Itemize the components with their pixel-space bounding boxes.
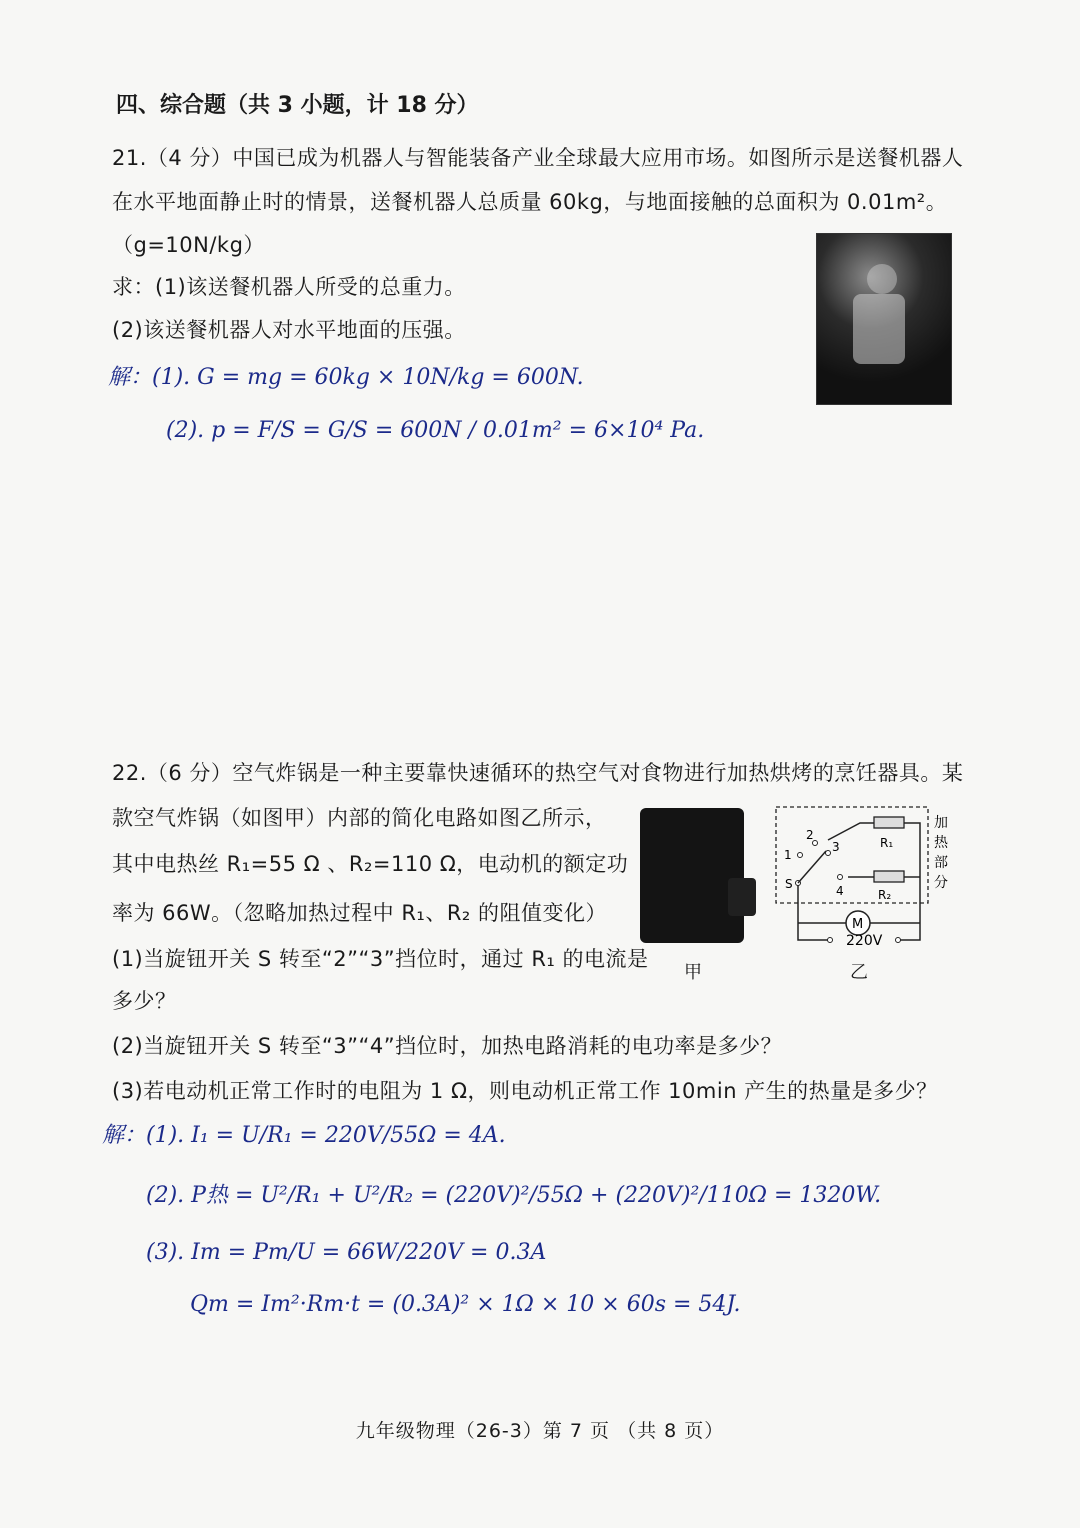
q21-ask-2: (2)该送餐机器人对水平地面的压强。 (112, 318, 466, 342)
q22-ask-1a: (1)当旋钮开关 S 转至“2”“3”挡位时，通过 R₁ 的电流是 (112, 947, 649, 971)
label-2: 2 (806, 828, 814, 842)
q22-answer-2: (2). P热 = U²/R₁ + U²/R₂ = (220V)²/55Ω + (220V)²/110Ω = 1320W. (146, 1183, 882, 1208)
resistor-r1 (874, 817, 904, 828)
supply-terminal-right (896, 938, 901, 943)
label-4: 4 (836, 884, 844, 898)
q22-answer-4: Qm = Im²·Rm·t = (0.3A)² × 1Ω × 10 × 60s = 54J. (190, 1292, 741, 1317)
air-fryer-handle (728, 878, 756, 916)
figure-b-caption: 乙 (850, 962, 868, 983)
wire-r1 (828, 823, 874, 840)
q22-ask-3: (3)若电动机正常工作时的电阻为 1 Ω，则电动机正常工作 10min 产生的热量是多少？ (112, 1079, 938, 1103)
contact-1 (798, 853, 803, 858)
q21-line-1: 21.（4 分）中国已成为机器人与智能装备产业全球最大应用市场。如图所示是送餐机器人 (112, 146, 964, 170)
q22-answer-1: 解：(1). I₁ = U/R₁ = 220V/55Ω = 4A. (102, 1123, 506, 1148)
q21-ask-1: 求：(1)该送餐机器人所受的总重力。 (112, 275, 466, 299)
label-3: 3 (832, 840, 840, 854)
q21-line-2: 在水平地面静止时的情景，送餐机器人总质量 60kg，与地面接触的总面积为 0.01m²。 (112, 190, 948, 214)
air-fryer-photo (636, 808, 758, 943)
q21-line-3: （g=10N/kg） (112, 233, 265, 257)
resistor-r2 (874, 871, 904, 882)
label-r2: R₂ (878, 888, 892, 902)
q22-answer-3: (3). Im = Pm/U = 66W/220V = 0.3A (146, 1240, 547, 1265)
supply-terminal-left (828, 938, 833, 943)
motor-label: M (852, 917, 864, 932)
label-1: 1 (784, 848, 792, 862)
supply-voltage-label: 220V (846, 933, 883, 949)
wire-right-down (900, 923, 920, 940)
air-fryer-body (640, 808, 744, 943)
heat-label-3: 部 (934, 855, 948, 871)
section-title: 四、综合题（共 3 小题，计 18 分） (116, 93, 479, 118)
q22-line-2: 款空气炸锅（如图甲）内部的简化电路如图乙所示， (112, 806, 607, 830)
heat-label-1: 加 (934, 815, 948, 831)
circuit-diagram (770, 805, 960, 957)
heat-label-4: 分 (934, 875, 948, 891)
q21-answer-2: (2). p = F/S = G/S = 600N / 0.01m² = 6×10⁴ Pa. (166, 418, 705, 443)
q21-answer-1: 解：(1). G = mg = 60kg × 10N/kg = 600N. (108, 365, 584, 390)
q22-ask-2: (2)当旋钮开关 S 转至“3”“4”挡位时，加热电路消耗的电功率是多少？ (112, 1034, 783, 1058)
page-footer: 九年级物理（26-3）第 7 页 （共 8 页） (355, 1420, 725, 1442)
robot-photo (816, 233, 952, 405)
label-r1: R₁ (880, 836, 894, 850)
robot-head (867, 264, 897, 294)
heat-label-2: 热 (934, 835, 948, 851)
q22-line-1: 22.（6 分）空气炸锅是一种主要靠快速循环的热空气对食物进行加热烘烤的烹饪器具。某 (112, 761, 964, 785)
wire-r1-right (904, 823, 920, 923)
q22-line-3: 其中电热丝 R₁=55 Ω 、R₂=110 Ω，电动机的额定功 (112, 852, 629, 876)
robot-figure (853, 294, 905, 364)
q22-line-4: 率为 66W。（忽略加热过程中 R₁、R₂ 的阻值变化） (112, 901, 608, 925)
wire-left (798, 885, 828, 940)
q22-ask-1b: 多少？ (112, 989, 177, 1013)
label-s: S (785, 877, 793, 891)
figure-a-caption: 甲 (684, 962, 702, 983)
contact-4 (838, 875, 843, 880)
